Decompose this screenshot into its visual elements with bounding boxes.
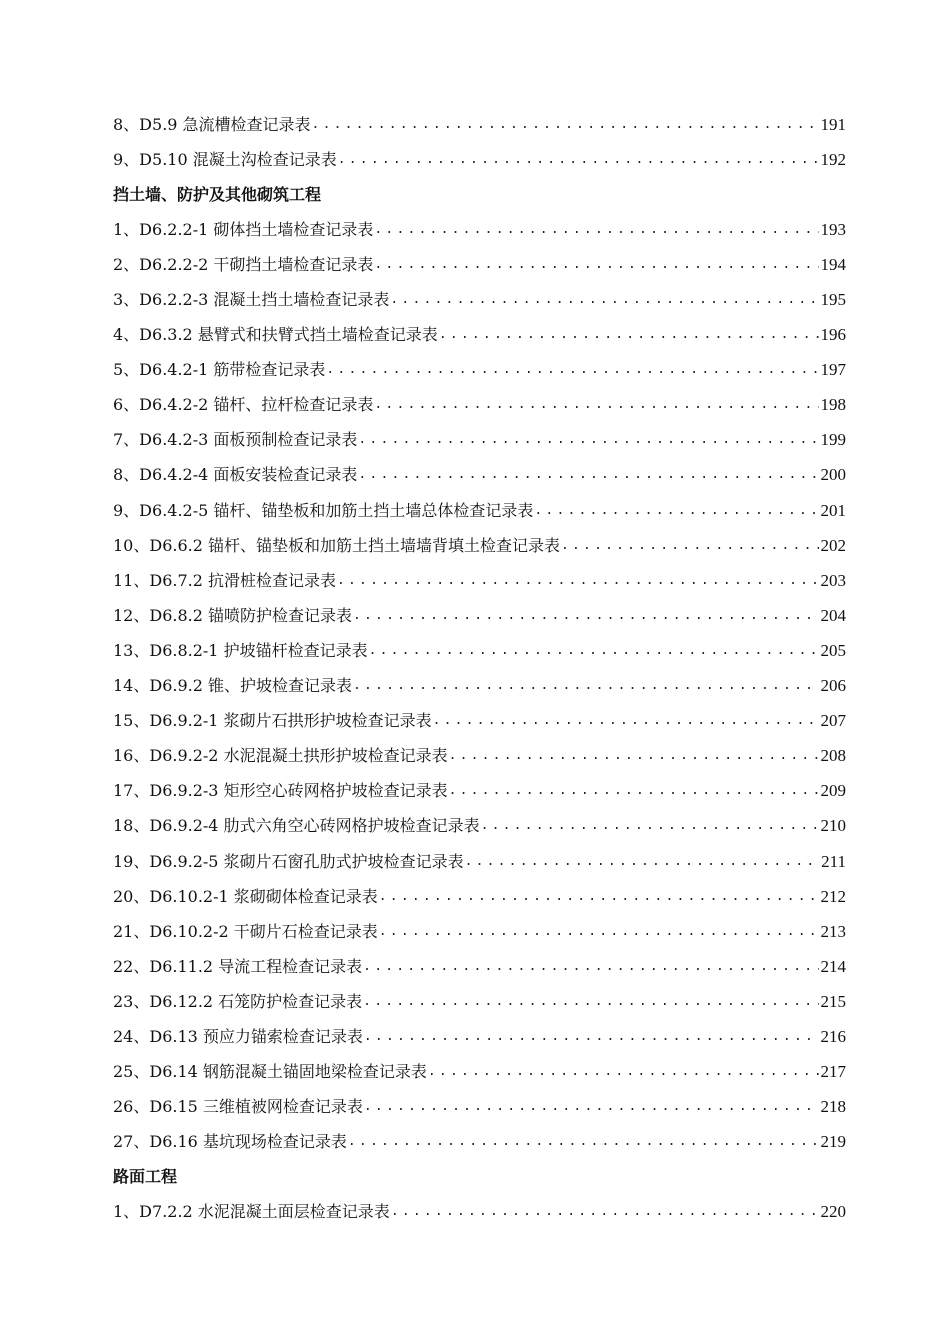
toc-entry-label: 7、D6.4.2-3 面板预制检查记录表 <box>113 430 358 450</box>
toc-page-number: 191 <box>820 114 846 134</box>
toc-entry[interactable] <box>113 528 846 563</box>
toc-entry-label: 11、D6.7.2 抗滑桩检查记录表 <box>113 570 336 590</box>
dot-leader <box>348 1132 819 1152</box>
dot-leader <box>481 816 819 836</box>
toc-entry-label: 26、D6.15 三维植被网检查记录表 <box>113 1097 363 1117</box>
dot-leader <box>364 1027 819 1047</box>
dot-leader <box>312 115 819 135</box>
toc-page-number: 213 <box>820 921 846 941</box>
toc-entry-label: 12、D6.8.2 锚喷防护检查记录表 <box>113 605 352 625</box>
toc-entry-label: 23、D6.12.2 石笼防护检查记录表 <box>113 991 363 1011</box>
toc-page-number: 194 <box>820 254 846 274</box>
toc-page-number: 214 <box>820 956 846 976</box>
toc-page-number: 209 <box>820 781 846 801</box>
toc-entry[interactable] <box>113 107 846 142</box>
toc-entry-label: 4、D6.3.2 悬臂式和扶臂式挡土墙检查记录表 <box>113 325 438 345</box>
toc-page-number: 216 <box>820 1026 846 1046</box>
toc-entry-label: 8、D6.4.2-4 面板安装检查记录表 <box>113 465 358 485</box>
toc-entry-label: 27、D6.16 基坑现场检查记录表 <box>113 1132 347 1152</box>
toc-entry-label: 18、D6.9.2-4 肋式六角空心砖网格护坡检查记录表 <box>113 816 480 836</box>
section-heading-pavement: 路面工程 <box>113 1167 178 1187</box>
toc-page-number: 202 <box>820 535 846 555</box>
toc-entry[interactable] <box>113 879 846 914</box>
toc-entry[interactable] <box>113 598 846 633</box>
toc-page-number: 212 <box>820 886 846 906</box>
toc-entry[interactable] <box>113 844 846 879</box>
toc-entry-label: 9、D5.10 混凝土沟检查记录表 <box>113 149 337 169</box>
dot-leader <box>353 676 819 696</box>
toc-page-number: 208 <box>820 746 846 766</box>
toc-page-number: 206 <box>820 676 846 696</box>
toc-page-number: 210 <box>820 816 846 836</box>
toc-entry-label: 13、D6.8.2-1 护坡锚杆检查记录表 <box>113 640 368 660</box>
dot-leader <box>374 395 818 415</box>
dot-leader <box>326 360 818 380</box>
dot-leader <box>439 325 819 345</box>
toc-entry-label: 10、D6.6.2 锚杆、锚垫板和加筋土挡土墙墙背填土检查记录表 <box>113 535 560 555</box>
dot-leader <box>449 746 819 766</box>
dot-leader <box>358 430 818 450</box>
toc-page-number: 215 <box>820 991 846 1011</box>
dot-leader <box>364 1097 819 1117</box>
dot-leader <box>379 922 819 942</box>
toc-entry[interactable] <box>113 669 846 704</box>
toc-entry[interactable] <box>113 774 846 809</box>
toc-entry[interactable] <box>113 423 846 458</box>
toc-entry[interactable] <box>113 984 846 1019</box>
toc-entry[interactable] <box>113 949 846 984</box>
toc-page-number: 193 <box>820 219 846 239</box>
toc-entry[interactable] <box>113 247 846 282</box>
dot-leader <box>449 781 819 801</box>
dot-leader <box>374 220 818 240</box>
toc-page-number: 219 <box>820 1132 846 1152</box>
toc-page-number: 217 <box>820 1062 846 1082</box>
toc-entry[interactable] <box>113 1090 846 1125</box>
toc-entry-label: 8、D5.9 急流槽检查记录表 <box>113 114 311 134</box>
toc-entry[interactable] <box>113 563 846 598</box>
toc-page-number: 203 <box>820 570 846 590</box>
dot-leader <box>433 711 819 731</box>
toc-entry-label: 2、D6.2.2-2 干砌挡土墙检查记录表 <box>113 254 374 274</box>
toc-entry-label: 6、D6.4.2-2 锚杆、拉杆检查记录表 <box>113 395 374 415</box>
dot-leader <box>390 290 818 310</box>
toc-page-number: 220 <box>820 1202 846 1222</box>
toc-entry-label: 25、D6.14 钢筋混凝土锚固地梁检查记录表 <box>113 1062 427 1082</box>
section-heading-retaining-walls: 挡土墙、防护及其他砌筑工程 <box>113 184 322 204</box>
toc-entry-label: 16、D6.9.2-2 水泥混凝土拱形护坡检查记录表 <box>113 746 448 766</box>
toc-entry-label: 17、D6.9.2-3 矩形空心砖网格护坡检查记录表 <box>113 781 448 801</box>
dot-leader <box>534 501 818 521</box>
toc-page-number: 195 <box>820 290 846 310</box>
toc-entry-label: 22、D6.11.2 导流工程检查记录表 <box>113 956 363 976</box>
toc-entry-label: 14、D6.9.2 锥、护坡检查记录表 <box>113 676 352 696</box>
toc-entry[interactable] <box>113 212 846 247</box>
toc-entry[interactable] <box>113 458 846 493</box>
table-of-contents <box>113 107 846 1230</box>
dot-leader <box>358 465 818 485</box>
toc-entry-label: 3、D6.2.2-3 混凝土挡土墙检查记录表 <box>113 290 390 310</box>
dot-leader <box>428 1062 819 1082</box>
dot-leader <box>391 1202 819 1222</box>
dot-leader <box>374 255 818 275</box>
toc-entry[interactable] <box>113 1195 846 1230</box>
toc-entry-label: 9、D6.4.2-5 锚杆、锚垫板和加筋土挡土墙总体检查记录表 <box>113 500 534 520</box>
dot-leader <box>465 852 820 872</box>
toc-page-number: 205 <box>820 640 846 660</box>
toc-entry-label: 1、D7.2.2 水泥混凝土面层检查记录表 <box>113 1202 390 1222</box>
toc-page-number: 201 <box>820 500 846 520</box>
toc-entry[interactable] <box>113 1125 846 1160</box>
dot-leader <box>337 571 819 591</box>
toc-entry-label: 5、D6.4.2-1 筋带检查记录表 <box>113 360 326 380</box>
toc-entry[interactable] <box>113 318 846 353</box>
dot-leader <box>379 887 819 907</box>
toc-page-number: 200 <box>820 465 846 485</box>
toc-entry-label: 1、D6.2.2-1 砌体挡土墙检查记录表 <box>113 219 374 239</box>
toc-page-number: 199 <box>820 430 846 450</box>
toc-entry[interactable] <box>113 353 846 388</box>
toc-entry[interactable] <box>113 739 846 774</box>
toc-entry-label: 21、D6.10.2-2 干砌片石检查记录表 <box>113 921 378 941</box>
dot-leader <box>561 536 819 556</box>
toc-page-number: 211 <box>821 851 846 871</box>
toc-entry[interactable] <box>113 1019 846 1054</box>
toc-page-number: 197 <box>820 360 846 380</box>
toc-entry[interactable] <box>113 914 846 949</box>
toc-page-number: 218 <box>820 1097 846 1117</box>
toc-entry[interactable] <box>113 704 846 739</box>
dot-leader <box>338 150 819 170</box>
toc-page-number: 192 <box>820 149 846 169</box>
dot-leader <box>363 957 818 977</box>
toc-entry-label: 19、D6.9.2-5 浆砌片石窗孔肋式护坡检查记录表 <box>113 851 464 871</box>
toc-page-number: 204 <box>820 605 846 625</box>
toc-page-number: 196 <box>820 325 846 345</box>
toc-entry-label: 15、D6.9.2-1 浆砌片石拱形护坡检查记录表 <box>113 711 432 731</box>
dot-leader <box>363 992 818 1012</box>
toc-entry[interactable] <box>113 633 846 668</box>
toc-entry-label: 20、D6.10.2-1 浆砌砌体检查记录表 <box>113 886 378 906</box>
toc-page-number: 198 <box>820 395 846 415</box>
dot-leader <box>369 641 819 661</box>
toc-entry[interactable] <box>113 1055 846 1090</box>
toc-entry[interactable] <box>113 809 846 844</box>
toc-entry[interactable] <box>113 282 846 317</box>
toc-page-number: 207 <box>820 711 846 731</box>
dot-leader <box>353 606 819 626</box>
toc-entry[interactable] <box>113 142 846 177</box>
toc-entry[interactable] <box>113 388 846 423</box>
toc-entry[interactable] <box>113 493 846 528</box>
toc-entry-label: 24、D6.13 预应力锚索检查记录表 <box>113 1026 363 1046</box>
